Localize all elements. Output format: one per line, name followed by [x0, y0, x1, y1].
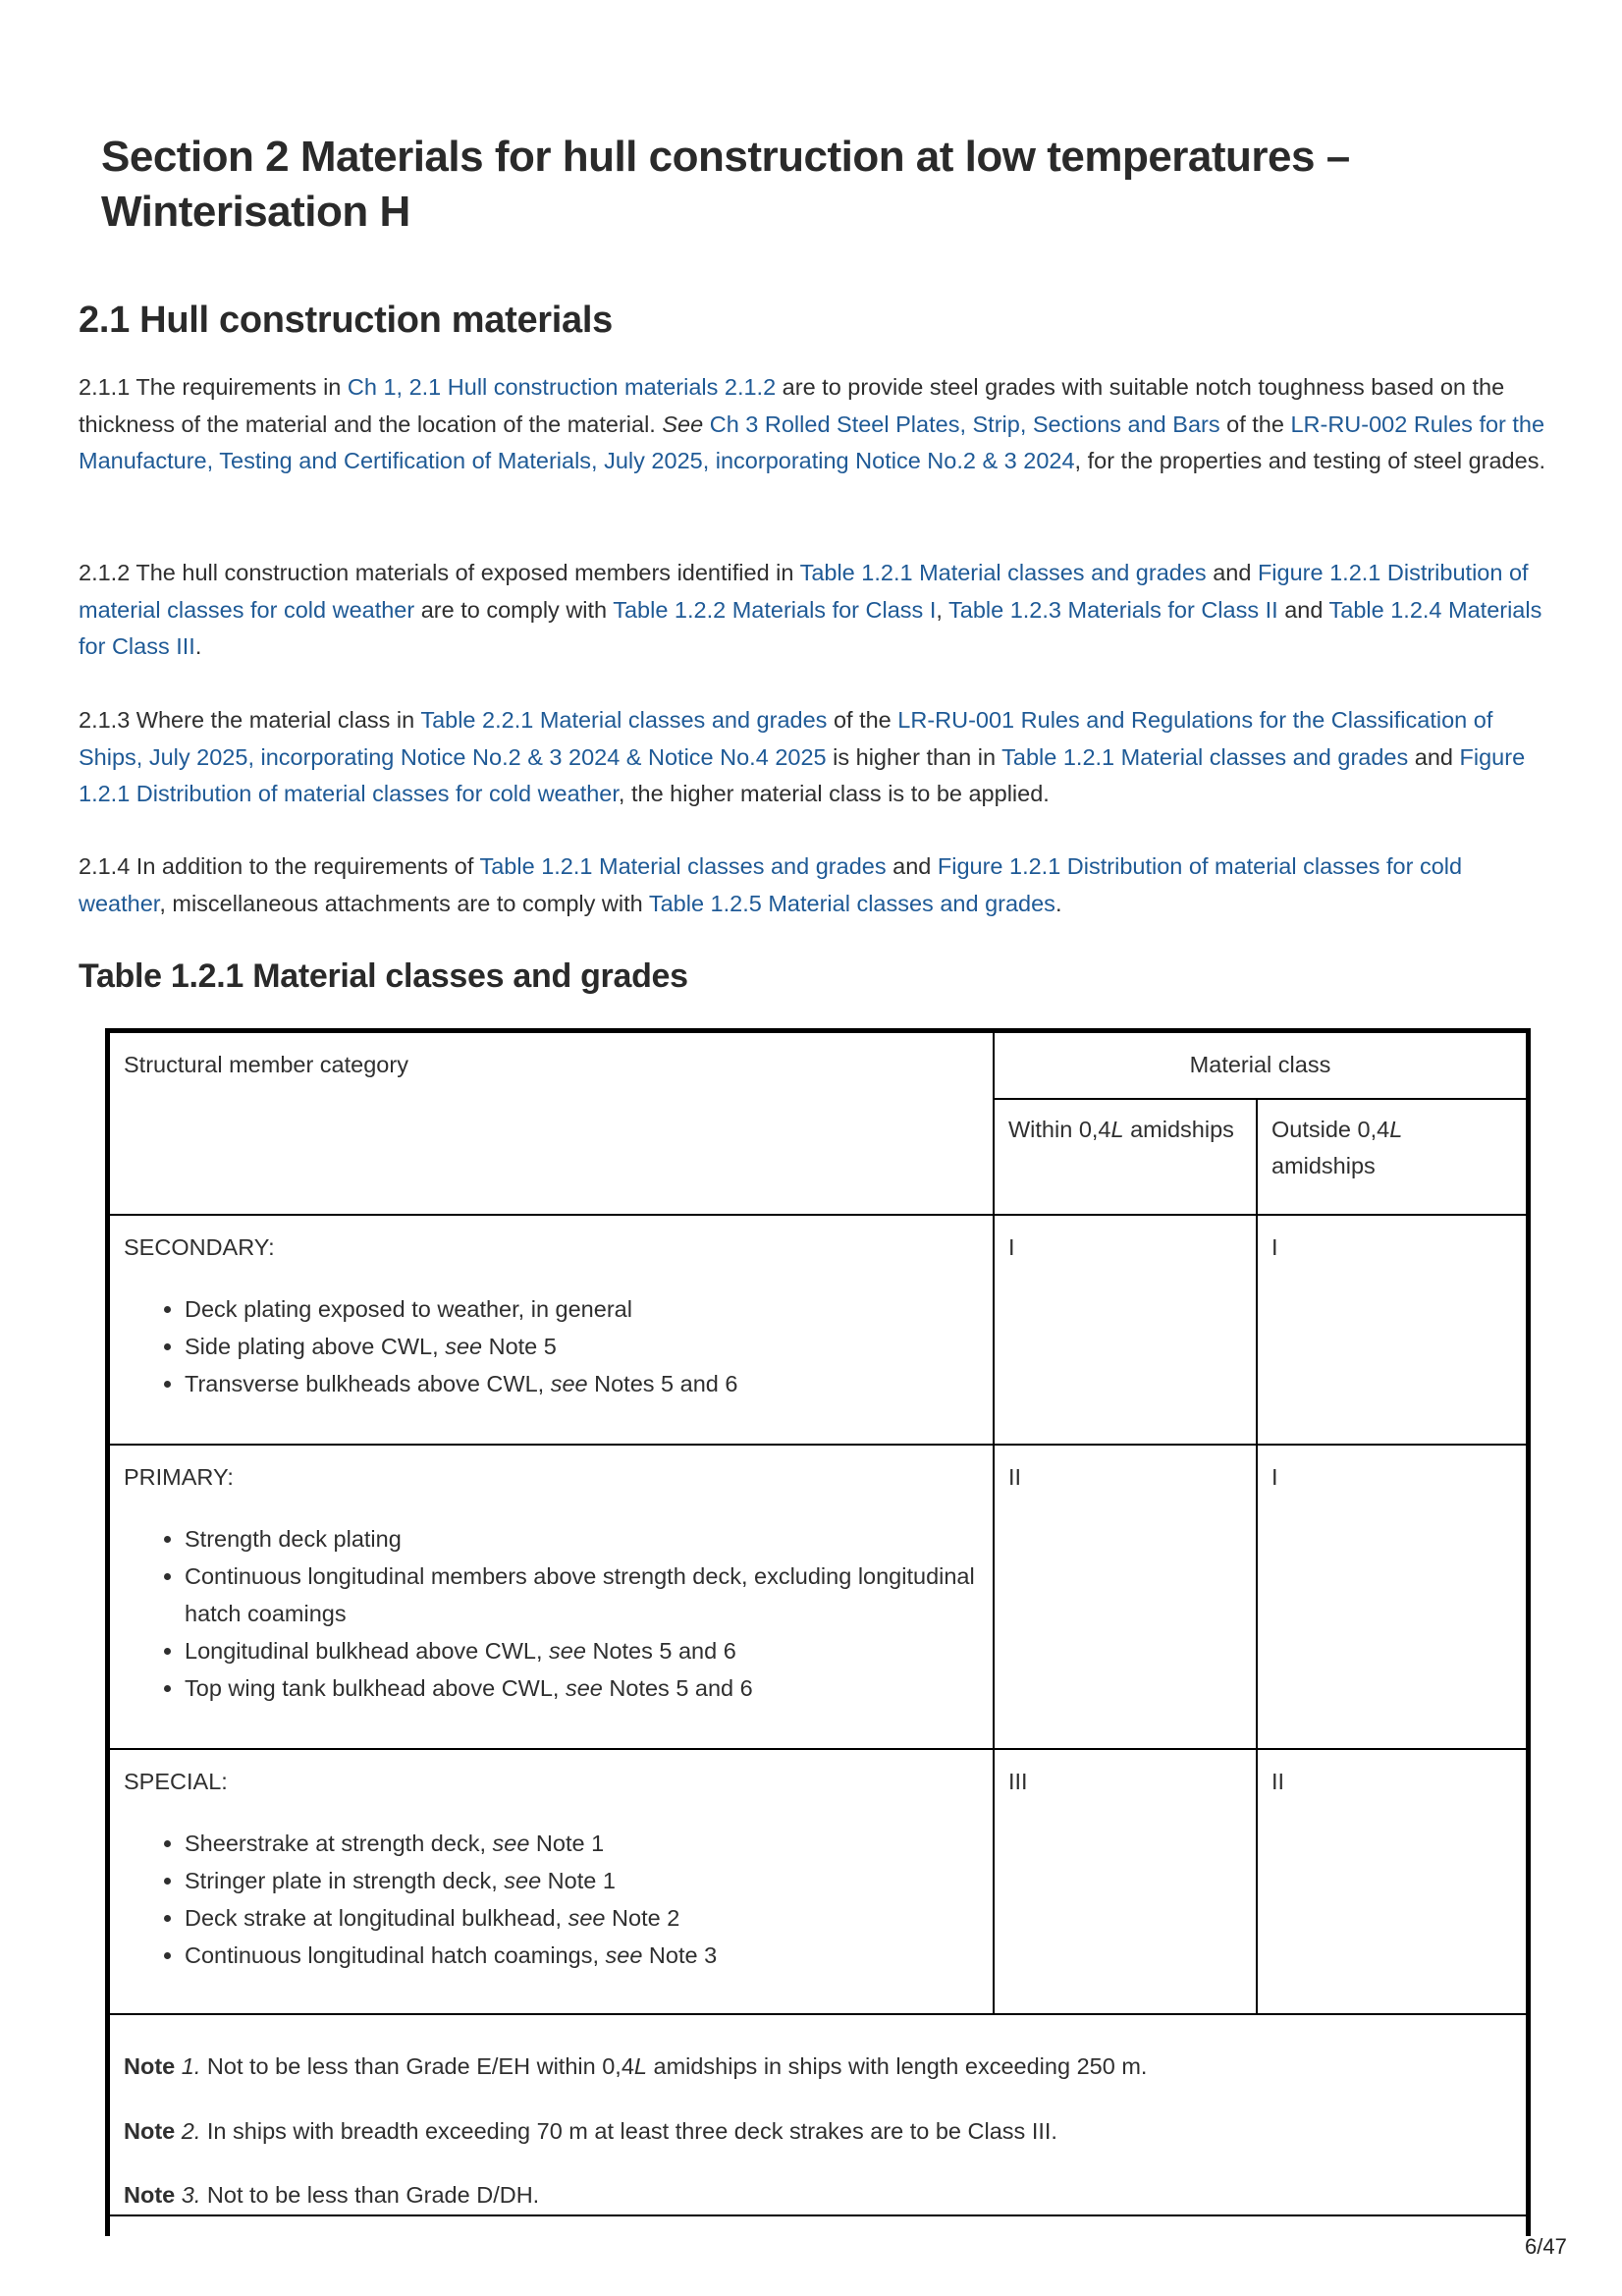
table-row [110, 1215, 1526, 1445]
paragraph-text: , for the properties and testing of steel grades. [1074, 448, 1545, 473]
table-row [110, 1445, 1526, 1749]
item-text: Notes 5 and 6 [587, 1370, 738, 1396]
item-text: Note 1 [529, 1830, 605, 1856]
class-outside-cell: II [1257, 1749, 1526, 2014]
item-text: Transverse bulkheads above CWL, [185, 1370, 551, 1396]
class-within-cell: II [994, 1445, 1257, 1749]
list-item [185, 1862, 979, 1899]
see-italic: see [549, 1637, 586, 1664]
see-italic: see [568, 1904, 606, 1931]
header-label: Structural member category [124, 1052, 408, 1077]
link-figure-1-2-1[interactable]: Figure 1.2.1 Distribution of material classes for cold weather [79, 743, 1526, 806]
link-table-1-2-5[interactable]: Table 1.2.5 Material classes and grades [648, 890, 1055, 916]
paragraph-text: 2.1.2 The hull construction materials of exposed members identified in [79, 560, 800, 585]
see-italic: see [550, 1370, 588, 1396]
length-symbol: L [633, 2053, 647, 2079]
category-cell [110, 1749, 994, 2014]
note-text: Not to be less than Grade E/EH within 0,4 [200, 2053, 634, 2079]
item-text: Top wing tank bulkhead above CWL, [185, 1674, 566, 1701]
category-cell [110, 1215, 994, 1445]
paragraph-2-1-1 [79, 369, 1551, 480]
link-table-2-2-1[interactable]: Table 2.2.1 Material classes and grades [420, 707, 828, 733]
page-number: 6/47 [1525, 2234, 1567, 2259]
paragraph-text: , miscellaneous attachments are to comply with [159, 890, 649, 916]
paragraph-text: of the [827, 707, 898, 733]
table-header-row [110, 1033, 1526, 1099]
paragraph-text: and [1408, 743, 1460, 770]
note-text: amidships in ships with length exceeding 250 m. [646, 2053, 1148, 2079]
header-label: amidships [1271, 1153, 1376, 1178]
link-table-1-2-1[interactable]: Table 1.2.1 Material classes and grades [799, 560, 1207, 585]
link-figure-1-2-1[interactable]: Figure 1.2.1 Distribution of material classes for cold weather [79, 853, 1463, 916]
item-text: Continuous longitudinal hatch coamings, [185, 1941, 606, 1968]
note-number: 1. [181, 2053, 201, 2079]
paragraph-text: 2.1.1 The requirements in [79, 374, 348, 400]
paragraph-text: and [1277, 596, 1329, 623]
link-ch1-2-1-2[interactable]: Ch 1, 2.1 Hull construction materials 2.1.2 [347, 374, 777, 400]
note-number: 3. [181, 2182, 201, 2208]
item-text: Notes 5 and 6 [602, 1674, 753, 1701]
list-item [185, 1669, 979, 1707]
paragraph-text: 2.1.3 Where the material class in [79, 707, 421, 733]
link-ch3-rolled-steel[interactable]: Ch 3 Rolled Steel Plates, Strip, Sections and Bars [709, 410, 1220, 437]
list-item [185, 1825, 979, 1862]
header-material-class [994, 1033, 1526, 1099]
table-note [124, 2049, 1512, 2086]
header-structural-member-category [110, 1033, 994, 1215]
item-text: Deck strake at longitudinal bulkhead, [185, 1904, 568, 1931]
see-italic: see [445, 1333, 483, 1359]
item-text: Deck plating exposed to weather, in general [185, 1295, 632, 1322]
category-cell [110, 1445, 994, 1749]
note-text: In ships with breadth exceeding 70 m at least three deck strakes are to be Class III. [200, 2117, 1057, 2144]
list-item [185, 1328, 979, 1365]
paragraph-text: and [1206, 560, 1258, 585]
category-label: SPECIAL: [124, 1769, 228, 1794]
class-within-cell: I [994, 1215, 1257, 1445]
class-outside-cell: I [1257, 1445, 1526, 1749]
list-item [185, 1899, 979, 1937]
header-label: Within 0,4 [1008, 1116, 1111, 1142]
note-label: Note [124, 2053, 176, 2079]
note-text: Not to be less than Grade D/DH. [200, 2182, 540, 2208]
header-within-amidships [994, 1099, 1257, 1216]
length-symbol: L [1389, 1116, 1403, 1142]
see-italic: see [605, 1941, 643, 1968]
notes-cell [110, 2014, 1526, 2215]
item-text: Continuous longitudinal members above strength deck, excluding longitudinal hatch coamings [185, 1562, 975, 1626]
item-text: Longitudinal bulkhead above CWL, [185, 1637, 550, 1664]
paragraph-text: 2.1.4 In addition to the requirements of [79, 853, 480, 879]
item-text: Notes 5 and 6 [585, 1637, 736, 1664]
list-item [185, 1937, 979, 1974]
paragraph-text: is higher than in [826, 743, 1002, 770]
link-table-1-2-4[interactable]: Table 1.2.4 Materials for Class III [79, 596, 1542, 659]
link-table-1-2-3[interactable]: Table 1.2.3 Materials for Class II [948, 596, 1278, 623]
paragraph-2-1-3 [79, 702, 1551, 813]
class-outside-cell: I [1257, 1215, 1526, 1445]
see-italic: See [662, 410, 704, 437]
note-label: Note [124, 2117, 176, 2144]
table-note [124, 2113, 1512, 2151]
link-table-1-2-1[interactable]: Table 1.2.1 Material classes and grades [1001, 743, 1409, 770]
list-item [185, 1365, 979, 1402]
list-item [185, 1558, 979, 1632]
link-lr-ru-002[interactable]: LR-RU-002 Rules for the Manufacture, Testing and Certification of Materials, July 2025, incorporating Notice No.2 & 3 2024 [79, 410, 1545, 473]
class-within-cell: III [994, 1749, 1257, 2014]
note-label: Note [124, 2182, 176, 2208]
category-label: PRIMARY: [124, 1464, 234, 1490]
item-text: Note 3 [642, 1941, 718, 1968]
header-label: Material class [1189, 1052, 1331, 1077]
item-text: Note 2 [605, 1904, 680, 1931]
table-note [124, 2177, 1512, 2214]
member-list [124, 1825, 979, 1974]
item-text: Note 1 [541, 1867, 616, 1893]
paragraph-text: . [1054, 890, 1062, 916]
member-list [124, 1520, 979, 1707]
see-italic: see [492, 1830, 530, 1856]
paragraph-text: are to comply with [414, 596, 614, 623]
item-text: Strength deck plating [185, 1525, 402, 1552]
subsection-title: 2.1 Hull construction materials [79, 300, 613, 341]
length-symbol: L [1110, 1116, 1124, 1142]
note-number: 2. [181, 2117, 201, 2144]
link-table-1-2-1[interactable]: Table 1.2.1 Material classes and grades [479, 853, 887, 879]
link-table-1-2-2[interactable]: Table 1.2.2 Materials for Class I [613, 596, 937, 623]
see-italic: see [504, 1867, 542, 1893]
table-row [110, 1749, 1526, 2014]
paragraph-text: of the [1219, 410, 1291, 437]
item-text: Note 5 [482, 1333, 557, 1359]
item-text: Stringer plate in strength deck, [185, 1867, 505, 1893]
link-lr-ru-001[interactable]: LR-RU-001 Rules and Regulations for the Classification of Ships, July 2025, incorporating Notice No.2 & 3 2024 & Notice No.4 2025 [79, 707, 1493, 770]
list-item [185, 1290, 979, 1328]
paragraph-text: , [936, 596, 948, 623]
member-list [124, 1290, 979, 1402]
material-classes-table [105, 1028, 1531, 2236]
table-title: Table 1.2.1 Material classes and grades [79, 957, 688, 995]
paragraph-text: and [886, 853, 938, 879]
header-outside-amidships [1257, 1099, 1526, 1216]
header-label: amidships [1123, 1116, 1234, 1142]
list-item [185, 1520, 979, 1558]
item-text: Side plating above CWL, [185, 1333, 446, 1359]
header-label: Outside 0,4 [1271, 1116, 1390, 1142]
see-italic: see [565, 1674, 603, 1701]
item-text: Sheerstrake at strength deck, [185, 1830, 493, 1856]
paragraph-text: . [194, 633, 202, 659]
section-title: Section 2 Materials for hull construction at low temperatures – Winterisation H [101, 133, 1350, 236]
paragraph-text: are to provide steel grades with suitable notch toughness based on the thickness of the material and the location of the material. [79, 374, 1505, 437]
notes-row [110, 2014, 1526, 2215]
category-label: SECONDARY: [124, 1234, 275, 1260]
list-item [185, 1632, 979, 1669]
paragraph-text: , the higher material class is to be applied. [618, 781, 1050, 806]
paragraph-2-1-2 [79, 555, 1551, 666]
link-figure-1-2-1[interactable]: Figure 1.2.1 Distribution of material classes for cold weather [79, 560, 1529, 623]
paragraph-2-1-4 [79, 848, 1551, 922]
table-grid [110, 1033, 1526, 2216]
